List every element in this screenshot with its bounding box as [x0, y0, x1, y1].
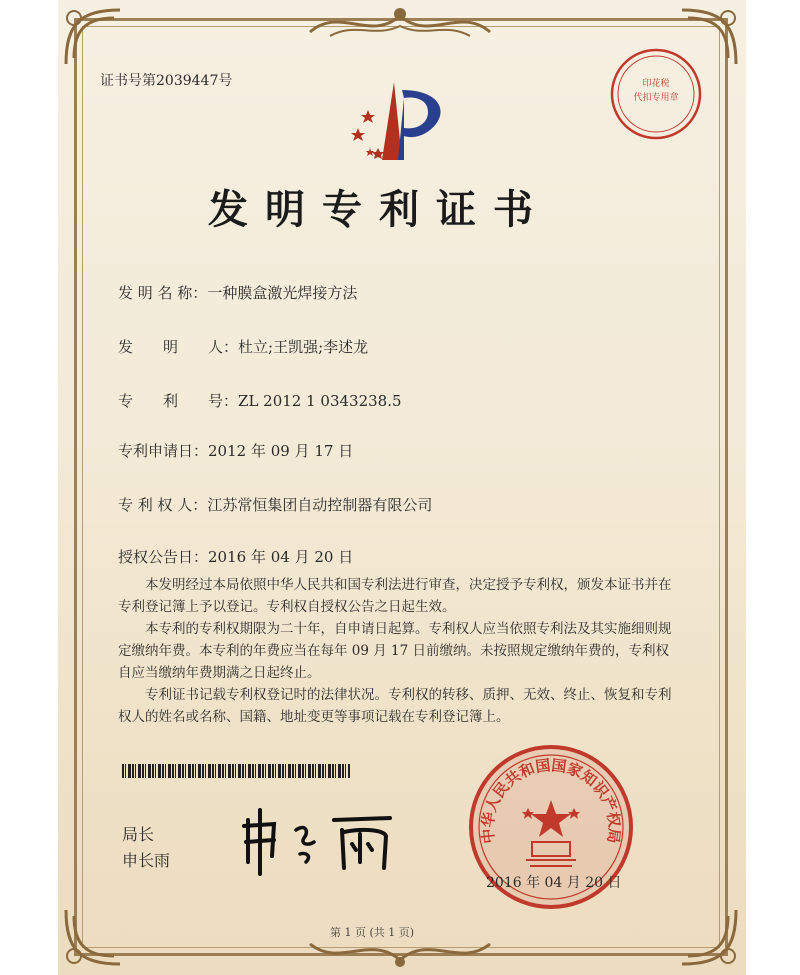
patentee-row	[118, 494, 432, 515]
corner-ornament-top-left	[60, 4, 130, 74]
director-title: 局长	[122, 825, 155, 844]
inventors-label: 发 明 人：	[118, 338, 239, 356]
grant-date-row	[118, 546, 353, 567]
patentee-value: 江苏常恒集团自动控制器有限公司	[207, 496, 433, 514]
director-name: 申长雨	[122, 851, 171, 870]
inventors-row	[118, 336, 368, 357]
certificate-title: 发明专利证书	[208, 187, 550, 233]
invention-name-row	[118, 282, 357, 303]
filing-date-value: 2012 年 09 月 17 日	[208, 442, 354, 460]
director-signature	[234, 790, 414, 880]
filing-date-row	[118, 440, 353, 461]
filing-date-label: 专利申请日：	[118, 442, 209, 460]
grant-date-label: 授权公告日：	[118, 548, 209, 566]
patent-number-row	[118, 390, 402, 411]
body-text	[118, 574, 678, 728]
patent-office-logo	[346, 76, 456, 166]
inventors-value: 杜立;王凯强;李述龙	[238, 338, 369, 356]
patent-number-label: 专 利 号：	[118, 392, 239, 410]
seal-date: 2016 年 04 月 20 日	[486, 875, 622, 891]
page-footer: 第 1 页 (共 1 页)	[330, 926, 415, 939]
paragraph-legal-status: 专利证书记载专利权登记时的法律状况。专利权的转移、质押、无效、终止、恢复和专利权人的姓名或名称、国籍、地址变更等事项记载在专利登记簿上。	[118, 687, 672, 725]
grant-date-value: 2016 年 04 月 20 日	[208, 548, 354, 566]
patent-number-value: ZL 2012 1 0343238.5	[238, 392, 402, 410]
paragraph-term: 本专利的专利权期限为二十年，自申请日起算。专利权人应当依照专利法及其实施细则规定缴纳年费。本专利的年费应当在每年 09 月 17 日前缴纳。未按照规定缴纳年费的，专利权自应当缴纳年费期满之日起终止。	[118, 621, 672, 681]
svg-text:代扣专用章: 代扣专用章	[633, 93, 679, 103]
svg-text:印花税: 印花税	[642, 79, 670, 89]
invention-name-label: 发 明 名 称：	[118, 284, 208, 302]
certificate-number: 证书号第2039447号	[100, 73, 233, 89]
barcode	[122, 764, 350, 778]
patentee-label: 专 利 权 人：	[118, 496, 208, 514]
top-ornament	[300, 2, 500, 46]
invention-name-value: 一种膜盒激光焊接方法	[207, 284, 358, 302]
tax-stamp	[608, 46, 704, 142]
corner-ornament-bottom-right	[672, 900, 742, 970]
seal-text: 中华人民共和国国家知识产权局	[478, 756, 624, 845]
paragraph-grant: 本发明经过本局依照中华人民共和国专利法进行审查，决定授予专利权，颁发本证书并在专利登记簿上予以登记。专利权自授权公告之日起生效。	[118, 577, 672, 615]
corner-ornament-bottom-left	[60, 900, 130, 970]
